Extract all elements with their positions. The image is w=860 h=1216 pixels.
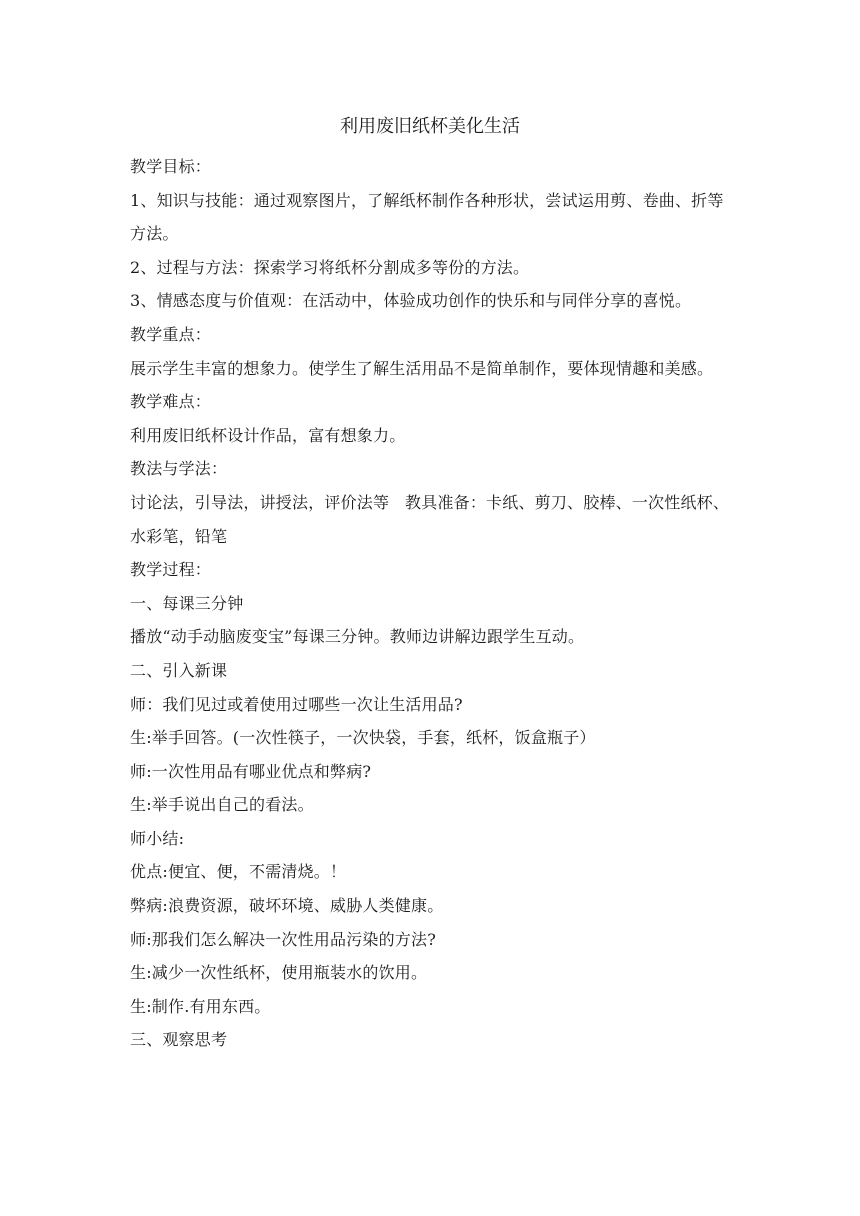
paragraph: 播放“动手动脑废变宝”每课三分钟。教师边讲解边跟学生互动。	[130, 627, 585, 647]
paragraph: 生:减少一次性纸杯，使用瓶装水的饮用。	[130, 963, 428, 983]
paragraph: 师小结:	[130, 828, 185, 848]
paragraph: 一、每课三分钟	[130, 593, 244, 613]
paragraph: 利用废旧纸杯设计作品，富有想象力。	[130, 425, 406, 445]
paragraph: 1、知识与技能：通过观察图片，了解纸杯制作各种形状，尝试运用剪、卷曲、折等方法。	[130, 190, 724, 244]
paragraph: 生:举手回答。(一次性筷子，一次快袋，手套，纸杯，饭盒瓶子）	[130, 728, 596, 748]
paragraph: 讨论法，引导法，讲授法，评价法等 教具准备：卡纸、剪刀、胶棒、一次性纸杯、水彩笔，铅笔	[130, 492, 730, 546]
paragraph: 师:一次性用品有哪业优点和弊病?	[130, 761, 372, 781]
document-title: 利用废旧纸杯美化生活	[340, 116, 520, 137]
paragraph: 2、过程与方法：探索学习将纸杯分割成多等份的方法。	[130, 257, 530, 277]
paragraph: 三、观察思考	[130, 1030, 228, 1050]
paragraph: 师：我们见过或着使用过哪些一次让生活用品?	[130, 694, 463, 714]
paragraph: 师:那我们怎么解决一次性用品污染的方法?	[130, 929, 436, 949]
paragraph: 3、情感态度与价值观：在活动中，体验成功创作的快乐和与同伴分享的喜悦。	[130, 291, 692, 311]
paragraph: 优点:便宜、便，不需清烧。！	[130, 862, 347, 882]
paragraph: 展示学生丰富的想象力。使学生了解生活用品不是简单制作，要体现情趣和美感。	[130, 358, 714, 378]
paragraph: 生:制作.有用东西。	[130, 996, 271, 1016]
paragraph: 弊病:浪费资源，破坏环境、威胁人类健康。	[130, 896, 444, 916]
paragraph: 教学目标：	[130, 157, 212, 176]
paragraph: 教学重点：	[130, 324, 212, 344]
paragraph: 教学过程：	[130, 560, 212, 580]
paragraph: 教学难点：	[130, 392, 212, 412]
paragraph: 教法与学法：	[130, 459, 228, 479]
document-body	[130, 150, 734, 1057]
paragraph: 生:举手说出自己的看法。	[130, 795, 314, 815]
paragraph: 二、引入新课	[130, 660, 228, 680]
